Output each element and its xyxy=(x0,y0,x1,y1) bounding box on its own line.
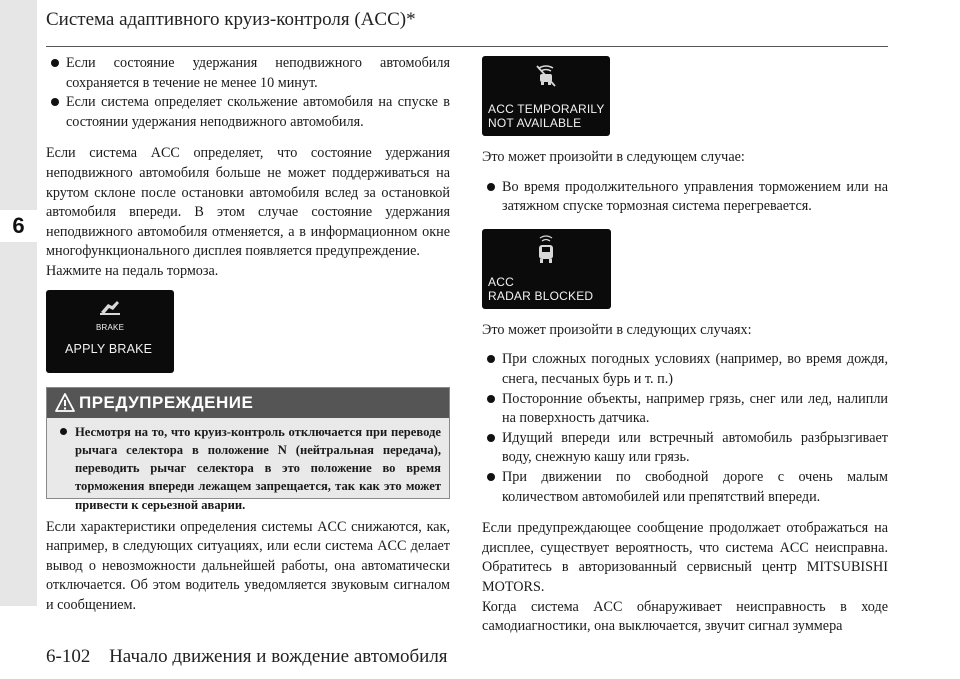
page-number: 6-102 xyxy=(46,646,91,667)
brake-small-label: BRAKE xyxy=(96,322,125,332)
list-item: Несмотря на то, что круиз-контроль отключается при переводе рычага селектора в положение N (нейтральная передача), переводить рычаг селектора в это положение во время торможения впереди лежащем запрещается, так как это может привести к серьезной аварии. xyxy=(55,423,441,514)
apply-brake-display xyxy=(46,290,174,373)
radar-blocked-line2: RADAR BLOCKED xyxy=(488,288,594,303)
list-item: Посторонние объекты, например грязь, снег или лед, налипли на поверхность датчика. xyxy=(482,390,888,429)
header-divider xyxy=(46,46,888,47)
list-item: Если система определяет скольжение автомобиля на спуске в состоянии удержания неподвижного автомобиля. xyxy=(46,93,450,132)
car-sensor-icon xyxy=(535,232,557,266)
radar-blocked-line1: ACC xyxy=(488,274,514,289)
list-item: Идущий впереди или встречный автомобиль разбрызгивает воду, снежную кашу или грязь. xyxy=(482,429,888,468)
page-header-title: Система адаптивного круиз-контроля (ACC)* xyxy=(46,9,416,30)
acc-unavailable-line1: ACC TEMPORARILY xyxy=(488,102,605,116)
list-item: Во время продолжительного управления торможением или на затяжном спуске тормозная система перегревается. xyxy=(482,178,888,217)
page-footer xyxy=(46,646,448,668)
right-column xyxy=(482,54,888,637)
paragraph-hold-cancel: Если система ACC определяет, что состояние удержания неподвижного автомобиля больше не может поддерживаться на крутом склоне после остановки автомобиля вслед за остановкой автомобиля впереди. В этом случае состояние удержания неподвижного автомобиля отменяется, а в информационном окне многофункционального дисплея появляется предупреждение. xyxy=(46,145,450,260)
crossed-car-radar-icon xyxy=(532,64,560,88)
warning-box xyxy=(46,387,450,512)
warning-triangle-icon xyxy=(55,393,75,412)
paragraph-malfunction: Если предупреждающее сообщение продолжает отображаться на дисплее, существует вероятность, что система ACC неисправна. Обратитесь в авторизованный сервисный центр MITSUBISHI MOTORS. Когда система ACC обнаруживает неисправность в ходе самодиагностики, она выключается, звучит сигнал зуммера xyxy=(482,520,888,635)
list-item: При сложных погодных условиях (например, во время дождя, снега, песчаных бурь и т. п.) xyxy=(482,350,888,389)
radar-blocked-display xyxy=(482,229,611,309)
foot-on-pedal-icon xyxy=(98,298,122,316)
paragraph-acc-disable: Если характеристики определения системы ACC снижаются, как, например, в следующих ситуациях, или если система ACC делает вывод о невозможности дальнейшей работы, она автоматически отключается. Об этом водитель уведомляется звуковым сигналом и сообщением. xyxy=(46,518,450,613)
list-item: При движении по свободной дороге с очень малым количеством автомобилей или препятствий впереди. xyxy=(482,468,888,507)
acc-unavailable-display xyxy=(482,56,610,136)
list-item: Если состояние удержания неподвижного автомобиля сохраняется в течение не менее 10 минут. xyxy=(46,54,450,93)
intro-several-cases: Это может произойти в следующих случаях: xyxy=(482,321,752,338)
paragraph-press-brake: Нажмите на педаль тормоза. xyxy=(46,262,219,279)
warning-body xyxy=(47,418,449,514)
apply-brake-label: APPLY BRAKE xyxy=(65,341,153,356)
left-column xyxy=(46,54,450,616)
warning-header xyxy=(47,388,449,418)
section-title: Начало движения и вождение автомобиля xyxy=(109,646,448,667)
chapter-tab: 6 xyxy=(0,210,37,242)
warning-title: ПРЕДУПРЕЖДЕНИЕ xyxy=(79,392,254,412)
chapter-sidebar xyxy=(0,0,37,606)
acc-unavailable-line2: NOT AVAILABLE xyxy=(488,116,582,130)
intro-one-case: Это может произойти в следующем случае: xyxy=(482,149,745,165)
